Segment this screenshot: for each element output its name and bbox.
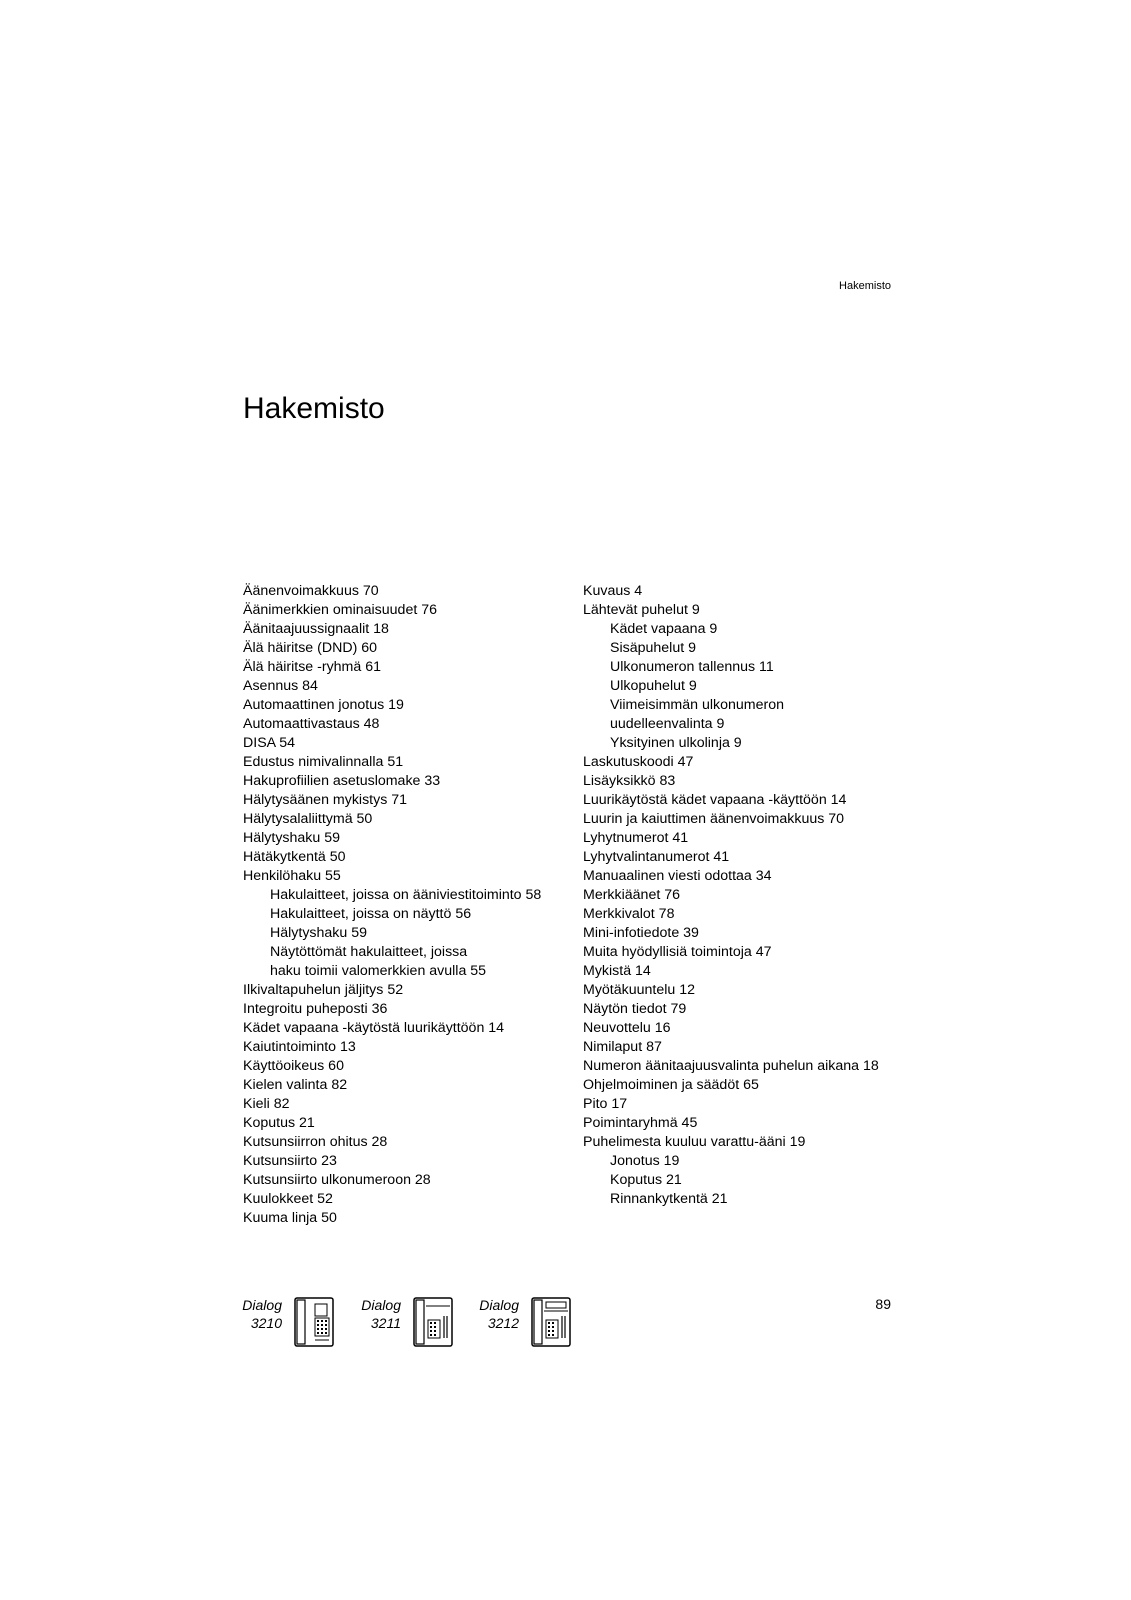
phone-3210-icon xyxy=(293,1296,335,1348)
index-entry: Näytön tiedot 79 xyxy=(583,1001,687,1017)
index-subentry: Rinnankytkentä 21 xyxy=(610,1191,728,1207)
index-subentry: Ulkonumeron tallennus 11 xyxy=(610,659,774,675)
index-entry: Poimintaryhmä 45 xyxy=(583,1115,698,1131)
index-entry: Hakuprofiilien asetuslomake 33 xyxy=(243,773,441,789)
index-entry: Älä häiritse -ryhmä 61 xyxy=(243,659,381,675)
index-entry: Automaattivastaus 48 xyxy=(243,716,380,732)
index-entry: DISA 54 xyxy=(243,735,296,751)
index-entry: Kutsunsiirto 23 xyxy=(243,1153,337,1169)
index-entry: Neuvottelu 16 xyxy=(583,1020,671,1036)
index-entry: Koputus 21 xyxy=(243,1115,315,1131)
index-entry: Mini-infotiedote 39 xyxy=(583,925,699,941)
index-subentry: Hakulaitteet, joissa on ääniviestitoiminto 58 xyxy=(270,887,542,903)
index-entry: Kutsunsiirto ulkonumeroon 28 xyxy=(243,1172,431,1188)
index-entry: Integroitu puheposti 36 xyxy=(243,1001,388,1017)
index-entry: Luurikäytöstä kädet vapaana -käyttöön 14 xyxy=(583,792,847,808)
index-subentry: uudelleenvalinta 9 xyxy=(610,716,725,732)
product-model: 3211 xyxy=(370,1315,401,1331)
product-label xyxy=(361,1296,401,1332)
running-header: Hakemisto xyxy=(839,280,891,292)
product-model: 3210 xyxy=(250,1315,282,1331)
page-title: Hakemisto xyxy=(243,392,385,425)
index-entry: Äänimerkkien ominaisuudet 76 xyxy=(243,602,438,618)
index-entry: Laskutuskoodi 47 xyxy=(583,754,694,770)
index-entry: Hälytyshaku 59 xyxy=(243,830,340,846)
index-subentry: Koputus 21 xyxy=(610,1172,682,1188)
index-entry: Numeron äänitaajuusvalinta puhelun aikana 18 xyxy=(583,1058,879,1074)
product-label xyxy=(242,1296,282,1332)
index-entry: Kuuma linja 50 xyxy=(243,1210,337,1226)
phone-3211-icon xyxy=(412,1296,454,1348)
index-entry: Ohjelmoiminen ja säädöt 65 xyxy=(583,1077,759,1093)
index-entry: Kielen valinta 82 xyxy=(243,1077,348,1093)
index-subentry: Näytöttömät hakulaitteet, joissa xyxy=(270,944,468,960)
product-name: Dialog xyxy=(361,1297,401,1313)
index-subentry: Jonotus 19 xyxy=(610,1153,680,1169)
index-entry: Kieli 82 xyxy=(243,1096,290,1112)
index-entry: Kutsunsiirron ohitus 28 xyxy=(243,1134,388,1150)
index-subentry: Viimeisimmän ulkonumeron xyxy=(610,697,784,713)
index-entry: Merkkiäänet 76 xyxy=(583,887,680,903)
index-entry: Asennus 84 xyxy=(243,678,318,694)
index-subentry: Yksityinen ulkolinja 9 xyxy=(610,735,742,751)
product-name: Dialog xyxy=(242,1297,282,1313)
index-subentry: Hakulaitteet, joissa on näyttö 56 xyxy=(270,906,472,922)
index-entry: Käyttöoikeus 60 xyxy=(243,1058,344,1074)
index-entry: Lähtevät puhelut 9 xyxy=(583,602,700,618)
index-entry: Äänitaajuussignaalit 18 xyxy=(243,621,389,637)
index-subentry: Kädet vapaana 9 xyxy=(610,621,718,637)
index-subentry: Hälytyshaku 59 xyxy=(270,925,367,941)
index-entry: Kuvaus 4 xyxy=(583,583,643,599)
index-entry: Äänenvoimakkuus 70 xyxy=(243,583,379,599)
index-entry: Hälytysäänen mykistys 71 xyxy=(243,792,408,808)
index-subentry: Ulkopuhelut 9 xyxy=(610,678,697,694)
index-column-left xyxy=(243,582,573,1228)
phone-3212-icon xyxy=(530,1296,572,1348)
page-number: 89 xyxy=(875,1296,891,1312)
index-entry: Manuaalinen viesti odottaa 34 xyxy=(583,868,772,884)
product-model: 3212 xyxy=(487,1315,519,1331)
index-entry: Puhelimesta kuuluu varattu-ääni 19 xyxy=(583,1134,806,1150)
index-subentry: Sisäpuhelut 9 xyxy=(610,640,696,656)
index-entry: Mykistä 14 xyxy=(583,963,651,979)
index-entry: Muita hyödyllisiä toimintoja 47 xyxy=(583,944,772,960)
index-subentry: haku toimii valomerkkien avulla 55 xyxy=(270,963,487,979)
footer-product-3210 xyxy=(242,1296,335,1348)
index-column-right xyxy=(583,582,923,1209)
index-entry: Kaiutintoiminto 13 xyxy=(243,1039,356,1055)
index-entry: Luurin ja kaiuttimen äänenvoimakkuus 70 xyxy=(583,811,845,827)
index-entry: Lyhytnumerot 41 xyxy=(583,830,689,846)
index-entry: Lisäyksikkö 83 xyxy=(583,773,676,789)
index-entry: Myötäkuuntelu 12 xyxy=(583,982,695,998)
index-entry: Kuulokkeet 52 xyxy=(243,1191,333,1207)
index-entry: Älä häiritse (DND) 60 xyxy=(243,640,378,656)
index-entry: Automaattinen jonotus 19 xyxy=(243,697,404,713)
index-entry: Hätäkytkentä 50 xyxy=(243,849,346,865)
index-entry: Edustus nimivalinnalla 51 xyxy=(243,754,404,770)
index-entry: Lyhytvalintanumerot 41 xyxy=(583,849,730,865)
index-entry: Merkkivalot 78 xyxy=(583,906,675,922)
footer-product-3212 xyxy=(479,1296,572,1348)
index-entry: Nimilaput 87 xyxy=(583,1039,662,1055)
product-name: Dialog xyxy=(479,1297,519,1313)
footer-product-3211 xyxy=(361,1296,454,1348)
product-label xyxy=(479,1296,519,1332)
index-entry: Pito 17 xyxy=(583,1096,628,1112)
index-entry: Henkilöhaku 55 xyxy=(243,868,341,884)
index-entry: Kädet vapaana -käytöstä luurikäyttöön 14 xyxy=(243,1020,505,1036)
index-entry: Ilkivaltapuhelun jäljitys 52 xyxy=(243,982,404,998)
index-entry: Hälytysalaliittymä 50 xyxy=(243,811,373,827)
